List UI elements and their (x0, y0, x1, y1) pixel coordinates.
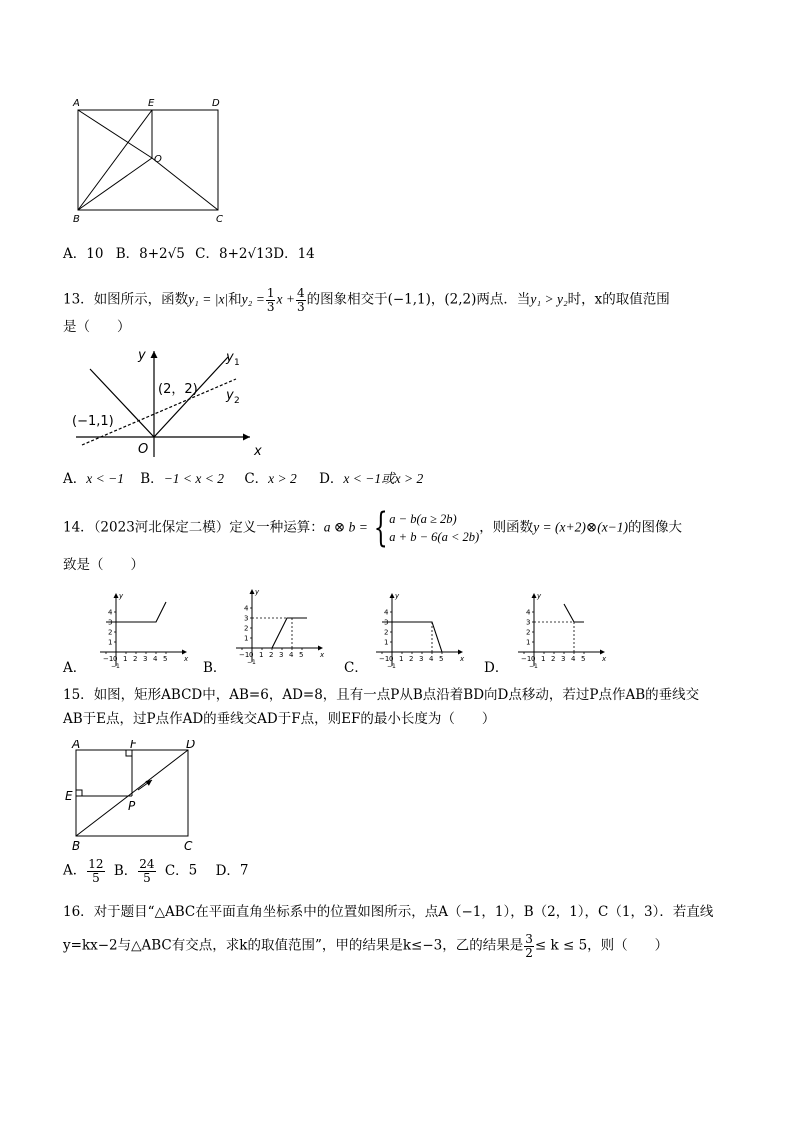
x-tick-label: 0 (249, 651, 254, 659)
x-tick-label: 1 (541, 655, 546, 663)
option-letter: C． (244, 471, 269, 487)
q13-text: 和 (228, 291, 242, 308)
y-tick-label: 1 (108, 638, 113, 647)
option-letter: D． (215, 862, 240, 879)
x-tick-label: 3 (279, 651, 284, 659)
q15-options (63, 858, 248, 884)
label-P: P (128, 799, 136, 813)
question-number: 16． (63, 904, 94, 920)
q16-text: 对于题目“△ABC在平面直角坐标系中的位置如图所示，点A（−1，1），B（2，1），C（1，3）．若直线 (93, 904, 714, 920)
q12-rectangle-figure (68, 96, 238, 226)
x-tick-label: 0 (389, 655, 394, 663)
x-arrow-icon (182, 650, 187, 655)
option-letter: D． (273, 246, 298, 262)
q14-source: （2023河北保定二模） (93, 519, 230, 536)
y-tick-label: 4 (384, 608, 389, 617)
y-tick-label: 4 (244, 604, 249, 613)
x-tick-label: 2 (551, 655, 556, 663)
q13-text: 时，x的取值范围 (567, 291, 670, 308)
x-tick-label: 2 (133, 655, 138, 663)
q14-text: 定义一种运算： (229, 519, 324, 536)
option-letter: A． (63, 246, 87, 262)
option-letter: C． (195, 246, 219, 262)
x-tick-label: −1 (379, 655, 390, 663)
q12-options (63, 248, 315, 262)
q13-y1: y₁ = |x| (188, 291, 229, 307)
q14-graph-D (514, 590, 610, 670)
y-tick-label: 3 (244, 614, 249, 623)
q14-option-C-letter: C． (344, 660, 368, 676)
question-number: 14． (63, 519, 94, 536)
q13-text: 如图所示，函数 (93, 291, 189, 308)
graph-curve (382, 622, 442, 652)
q14-stem-line2: 致是（ ） (63, 557, 144, 573)
brace-icon: { (373, 505, 388, 551)
x-tick-label: 3 (419, 655, 424, 663)
y-tick-label: 2 (384, 628, 389, 637)
option-letter: B． (140, 471, 164, 487)
fraction: $\frac{4}{3}$ (296, 286, 305, 314)
x-tick-label: 5 (163, 655, 168, 663)
q14-function: y = (x+2)⊗(x−1) (533, 519, 629, 535)
y-tick-label: 3 (384, 618, 389, 627)
y-tick-label: 1 (526, 638, 531, 647)
q13-graph (68, 345, 268, 463)
y-tick-label: 3 (526, 618, 531, 627)
x-tick-label: 2 (269, 651, 274, 659)
x-arrow-icon (318, 646, 323, 651)
option-value: 8+2√5 (139, 246, 185, 262)
label-F: F (130, 740, 137, 751)
q15-figure (62, 740, 212, 852)
y-label: y (395, 592, 400, 600)
point-label-2: (2，2) (158, 382, 198, 397)
graph-curve (564, 604, 584, 622)
option-letter: A． (63, 471, 87, 487)
q16-stem-line2 (63, 933, 668, 959)
label-E: E (148, 98, 155, 109)
graph-curve (272, 618, 307, 648)
label-C: C (216, 214, 223, 225)
neg-tick-label: −1 (247, 659, 256, 666)
label-B: B (73, 214, 80, 225)
label-O: O (154, 154, 162, 165)
q13-condition: y₁ > y₂ (530, 291, 568, 307)
y-label: y (537, 592, 542, 600)
option-value: 8+2√13 (218, 246, 274, 262)
neg-tick-label: −1 (111, 663, 120, 670)
fraction: $\frac{12}{5}$ (88, 857, 104, 885)
x-tick-label: 4 (571, 655, 576, 663)
option-letter: C． (164, 862, 189, 879)
x-arrow-icon (600, 650, 605, 655)
q14-option-B-letter: B． (203, 660, 227, 676)
x-tick-label: −1 (239, 651, 250, 659)
y-tick-label: 1 (244, 634, 249, 643)
x-tick-label: 1 (259, 651, 264, 659)
y-tick-label: 4 (526, 608, 531, 617)
neg-tick-label: −1 (529, 663, 538, 670)
x-tick-label: 4 (153, 655, 158, 663)
q13-y2: y₂ = (241, 291, 265, 307)
q16-stem-line1 (63, 906, 713, 920)
q14-text: ，则函数 (479, 519, 534, 536)
x-label: x (320, 651, 325, 659)
y1-label: y (226, 350, 234, 365)
x-tick-label: 3 (143, 655, 148, 663)
q14-graph-B (232, 586, 328, 670)
y-arrow-icon (532, 593, 537, 598)
option-value: x < −1或x > 2 (343, 471, 424, 486)
label-D: D (186, 740, 196, 751)
label-D: D (212, 98, 220, 109)
q14-graph-C (372, 590, 468, 670)
x-tick-label: 5 (439, 655, 444, 663)
q14-text: 的图像大 (628, 519, 683, 536)
option-value: 5 (188, 862, 198, 879)
point-label-1: (−1,1) (72, 414, 114, 429)
q16-text: ≤ k ≤ 5，则（ ） (534, 937, 669, 954)
x-tick-label: 1 (123, 655, 128, 663)
x-axis-label: x (254, 444, 262, 459)
x-tick-label: 0 (531, 655, 536, 663)
y-tick-label: 4 (108, 608, 113, 617)
option-value: −1 < x < 2 (163, 471, 225, 486)
q14-stem-line1 (63, 505, 683, 551)
q13-options (63, 472, 423, 487)
fraction: $\frac{3}{2}$ (525, 932, 533, 960)
x-label: x (184, 655, 189, 663)
y-arrow-icon (250, 589, 255, 594)
option-letter: D． (319, 471, 344, 487)
y2-label: y (226, 388, 234, 403)
option-letter: B． (113, 862, 138, 879)
x-label: x (460, 655, 465, 663)
x-tick-label: 1 (399, 655, 404, 663)
y-tick-label: 1 (384, 638, 389, 647)
x-label: x (602, 655, 607, 663)
y-label: y (255, 588, 260, 596)
option-value: x > 2 (268, 471, 297, 486)
y2-sub: 2 (234, 396, 240, 406)
q14-option-D-letter: D． (484, 660, 509, 676)
x-tick-label: 3 (561, 655, 566, 663)
option-letter: A． (63, 862, 87, 879)
q15-stem-line1 (63, 689, 699, 703)
x-arrow-icon (458, 650, 463, 655)
y-axis-label: y (138, 348, 146, 363)
q13-x: x + (276, 291, 295, 307)
label-B: B (72, 839, 81, 852)
x-tick-label: 4 (429, 655, 434, 663)
option-value: 7 (239, 862, 249, 879)
x-tick-label: −1 (521, 655, 532, 663)
x-tick-label: −1 (103, 655, 114, 663)
question-number: 13． (63, 291, 94, 308)
q13-stem-line1 (63, 287, 670, 313)
y-label: y (119, 592, 124, 600)
x-tick-label: 0 (113, 655, 118, 663)
q13-text: 的图象相交于(−1,1)，(2,2)两点．当 (306, 291, 531, 308)
y-tick-label: 2 (108, 628, 113, 637)
x-tick-label: 4 (289, 651, 294, 659)
label-E: E (65, 789, 73, 803)
option-value: 10 (86, 246, 104, 262)
q13-stem-line2: 是（ ） (63, 319, 131, 335)
question-number: 15． (63, 687, 94, 703)
q16-text: y=kx−2与△ABC有交点，求k的取值范围”，甲的结果是k≤−3，乙的结果是 (63, 937, 524, 954)
option-value: 14 (297, 246, 315, 262)
fraction: $\frac{1}{3}$ (266, 286, 275, 314)
x-tick-label: 5 (299, 651, 304, 659)
x-tick-label: 5 (581, 655, 586, 663)
option-letter: B． (115, 246, 140, 262)
label-A: A (72, 740, 81, 751)
q14-cases: a − b(a ≥ 2b) a + b − 6(a < 2b) (389, 511, 480, 544)
fraction: $\frac{24}{5}$ (139, 857, 155, 885)
origin-label: O (138, 442, 149, 457)
q14-operator: a ⊗ b = (323, 519, 368, 535)
q15-stem-line2: AB于E点，过P点作AD的垂线交AD于F点，则EF的最小长度为（ ） (63, 711, 496, 727)
x-tick-label: 2 (409, 655, 414, 663)
label-A: A (73, 98, 80, 109)
y-arrow-icon (114, 593, 119, 598)
label-C: C (184, 839, 193, 852)
y-tick-label: 2 (244, 624, 249, 633)
y1-sub: 1 (234, 358, 240, 368)
neg-tick-label: −1 (387, 663, 396, 670)
y-tick-label: 2 (526, 628, 531, 637)
q14-graph-A (96, 590, 192, 670)
q14-option-A-letter: A． (63, 660, 87, 676)
option-value: x < −1 (86, 471, 124, 486)
y-arrow-icon (390, 593, 395, 598)
y-tick-label: 3 (108, 618, 113, 627)
q15-text: 如图，矩形ABCD中，AB=6，AD=8，且有一点P从B点沿着BD向D点移动，若过P点作AB的垂线交 (93, 687, 700, 703)
